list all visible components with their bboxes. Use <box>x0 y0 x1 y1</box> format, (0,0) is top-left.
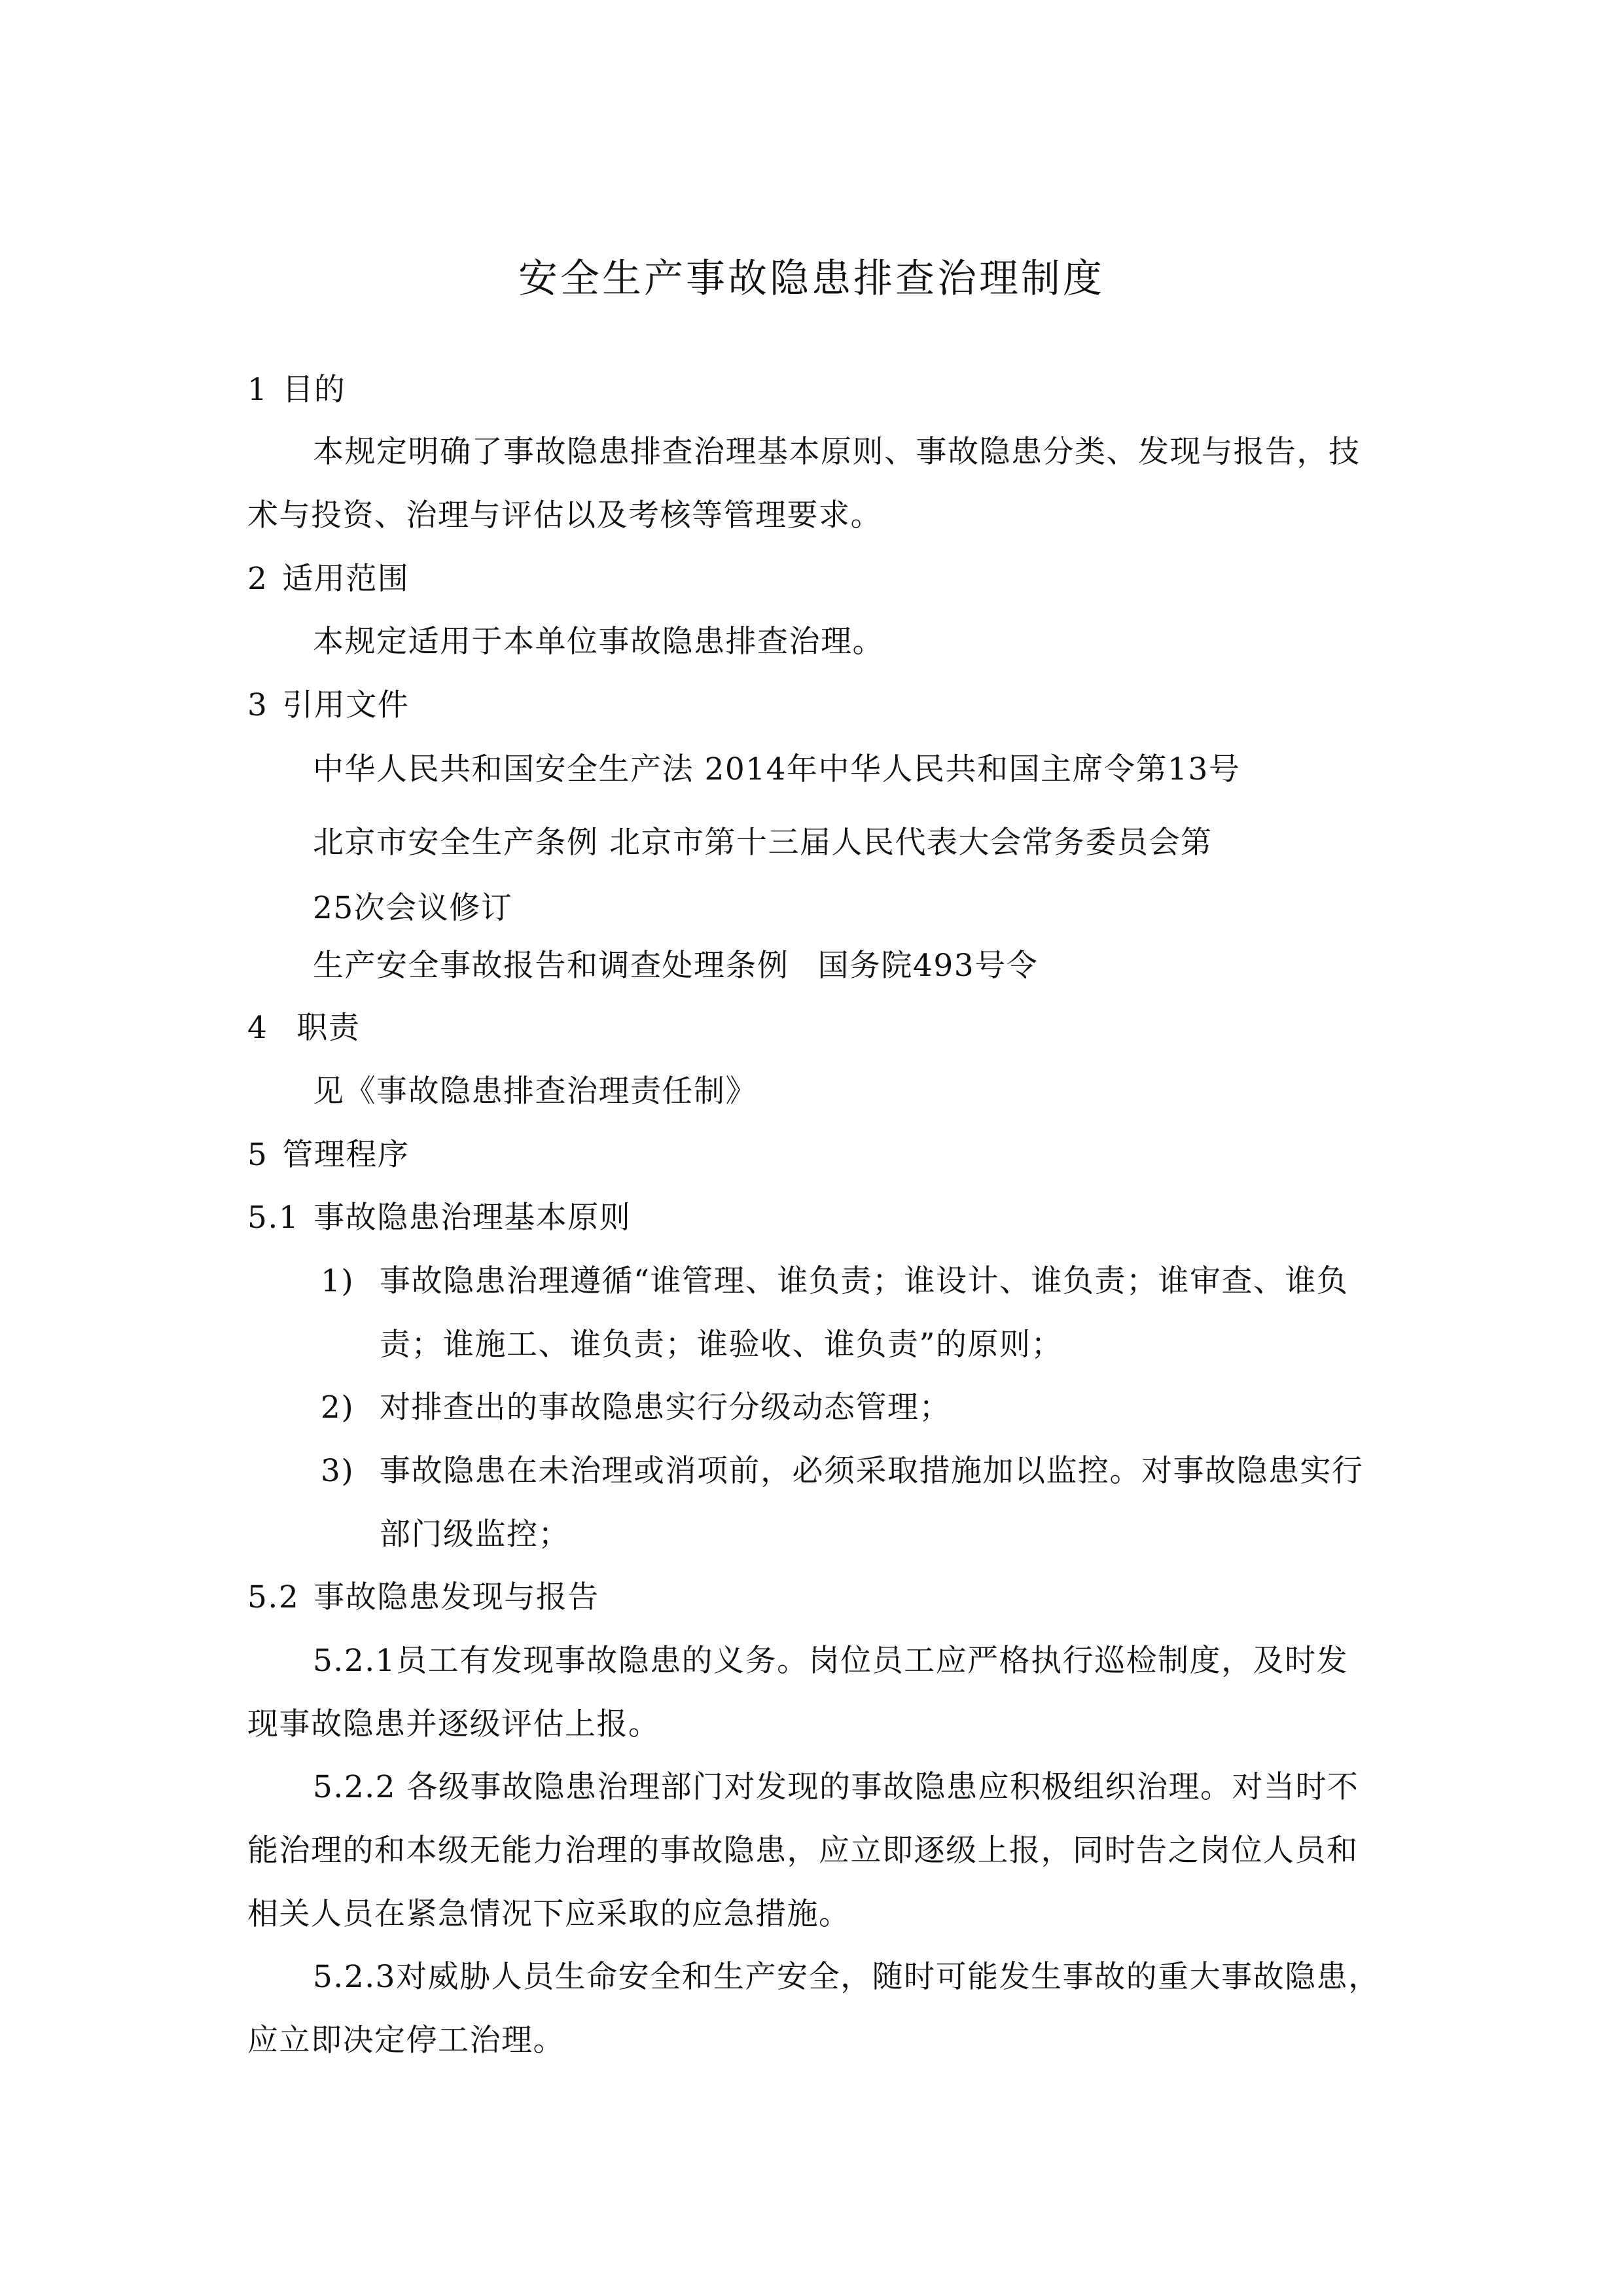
paragraph-5-2-2-line-2: 能治理的和本级无能力治理的事故隐患，应立即逐级上报，同时告之岗位人员和 <box>247 1833 1359 1869</box>
section-number: 5 <box>247 1137 268 1173</box>
list-item-1-number: 1) <box>321 1263 355 1299</box>
subsection-title: 事故隐患发现与报告 <box>313 1579 599 1615</box>
paragraph-5-2-1-line-2: 现事故隐患并逐级评估上报。 <box>247 1706 660 1742</box>
reference-3 <box>313 948 1038 984</box>
paragraph-5-2-2-line-3: 相关人员在紧急情况下应采取的应急措施。 <box>247 1896 851 1932</box>
list-item-3-line-1: 事故隐患在未治理或消项前，必须采取措施加以监控。对事故隐患实行 <box>380 1453 1364 1489</box>
section-2-heading <box>247 561 409 598</box>
section-1-body-line-2: 术与投资、治理与评估以及考核等管理要求。 <box>247 497 882 533</box>
list-item-2-line-1: 对排查出的事故隐患实行分级动态管理； <box>380 1390 951 1426</box>
section-1-heading <box>247 372 346 408</box>
reference-3-issuer: 国务院493号令 <box>817 948 1039 984</box>
subsection-title: 事故隐患治理基本原则 <box>313 1200 632 1236</box>
section-title: 目的 <box>282 372 346 408</box>
paragraph-5-2-3-line-1: 5.2.3对威胁人员生命安全和生产安全，随时可能发生事故的重大事故隐患， <box>313 1959 1380 1995</box>
subsection-number: 5.2 <box>247 1579 300 1615</box>
subsection-5-2-heading <box>247 1579 599 1616</box>
section-number: 2 <box>247 561 268 597</box>
list-item-3-line-2: 部门级监控； <box>380 1516 570 1552</box>
subsection-5-1-heading <box>247 1200 631 1236</box>
reference-2-line-2: 25次会议修订 <box>313 890 513 926</box>
section-number: 3 <box>247 687 268 723</box>
section-number: 1 <box>247 372 268 408</box>
list-item-1-line-1: 事故隐患治理遵循“谁管理、谁负责；谁设计、谁负责；谁审查、谁负 <box>380 1263 1349 1299</box>
section-title: 管理程序 <box>282 1137 410 1173</box>
section-number: 4 <box>247 1010 268 1046</box>
paragraph-5-2-1-line-1: 5.2.1员工有发现事故隐患的义务。岗位员工应严格执行巡检制度，及时发 <box>313 1643 1349 1679</box>
list-item-3-number: 3) <box>321 1453 355 1489</box>
section-title: 适用范围 <box>282 561 410 597</box>
section-1-body-line-1: 本规定明确了事故隐患排查治理基本原则、事故隐患分类、发现与报告，技 <box>313 434 1361 470</box>
section-2-body: 本规定适用于本单位事故隐患排查治理。 <box>313 624 884 660</box>
reference-2-line-1: 北京市安全生产条例 北京市第十三届人民代表大会常务委员会第 <box>313 825 1213 861</box>
reference-1: 中华人民共和国安全生产法 2014年中华人民共和国主席令第13号 <box>313 751 1241 787</box>
section-title: 引用文件 <box>282 687 410 723</box>
section-5-heading <box>247 1137 409 1174</box>
document-title: 安全生产事故隐患排查治理制度 <box>518 256 1105 302</box>
section-title: 职责 <box>296 1010 361 1046</box>
paragraph-5-2-2-line-1: 5.2.2 各级事故隐患治理部门对发现的事故隐患应积极组织治理。对当时不 <box>313 1769 1359 1805</box>
list-item-1-line-2: 责；谁施工、谁负责；谁验收、谁负责”的原则； <box>380 1327 1063 1363</box>
subsection-number: 5.1 <box>247 1200 300 1236</box>
section-4-body: 见《事故隐患排查治理责任制》 <box>313 1073 757 1109</box>
section-4-heading <box>247 1010 360 1047</box>
reference-3-title: 生产安全事故报告和调查处理条例 <box>313 948 789 984</box>
paragraph-5-2-3-line-2: 应立即决定停工治理。 <box>247 2022 565 2058</box>
list-item-2-number: 2) <box>321 1390 355 1426</box>
section-3-heading <box>247 687 409 724</box>
